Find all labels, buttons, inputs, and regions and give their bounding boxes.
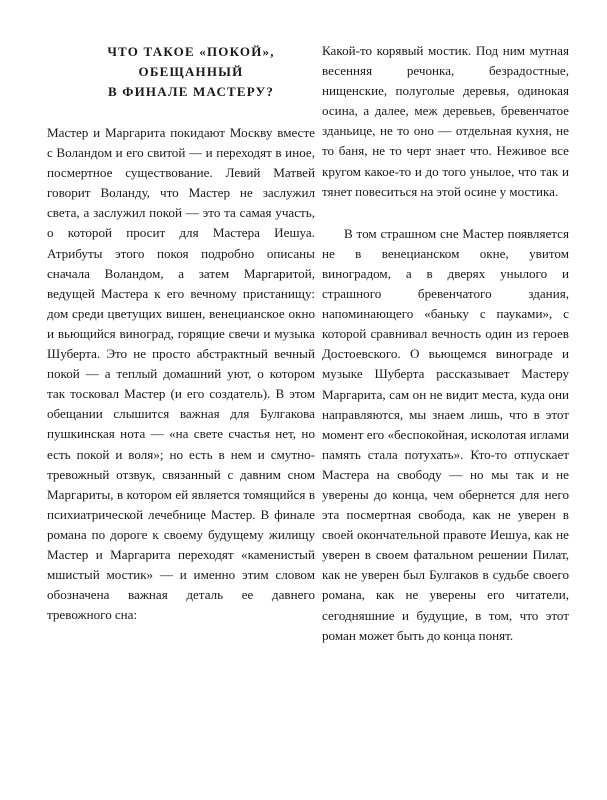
heading-line-1: ЧТО ТАКОЕ «ПОКОЙ», (107, 44, 275, 59)
section-heading (47, 42, 315, 102)
heading-line-3: В ФИНАЛЕ МАСТЕРУ? (107, 84, 275, 99)
heading-line-2: ОБЕЩАННЫЙ (138, 64, 244, 79)
right-column (322, 41, 569, 646)
left-column (47, 40, 315, 625)
quoted-paragraph: Какой-то корявый мостик. Под ним мутная весенняя речонка, безрадостные, нищенские, полуголые деревья, одинокая осина, а далее, меж деревьев, бревенчатое зданьице, не то оно — отдельная кухня, не то баня, не то черт знает что. Неживое все кругом какое-то и до того унылое, что так и тянет повеситься на этой осине у мостика. (322, 43, 569, 199)
body-paragraph: Мастер и Маргарита покидают Москву вместе с Воландом и его свитой — и переходят в иное, посмертное существование. Левий Матвей говорит Воланду, что Мастер не заслужил света, а заслужил покой — это та самая участь, о которой просит для Мастера Иешуа. Атрибуты этого покоя подробно описаны сначала Воландом, а затем Маргаритой, ведущей Мастера к его вечному пристанищу: дом среди цветущих вишен, венецианское окно и вьющийся виноград, горящие свечи и музыка Шуберта. Это не просто абстрактный вечный покой — а теплый домашний уют, о котором так тосковал Мастер (и его создатель). В этом обещании слышится важная для Булгакова пушкинская нота — «на свете счастья нет, но есть покой и воля»; но есть в нем и смутно-тревожный отзвук, связанный с давним сном Маргариты, в котором ей является томящийся в психиатрической лечебнице Мастер. В финале романа по дороге к своему будущему жилищу Мастер и Маргарита переходят «каменистый мшистый мостик» — и именно этим словом обозначена важная деталь ее давнего тревожного сна: (47, 125, 315, 623)
body-paragraph: В том страшном сне Мастер появляется не в венецианском окне, увитом виноградом, а в дверях унылого и страшного бревенчатого здания, напоминающего «баньку с пауками», с которой сравнивал вечность один из героев Достоевского. О вьющемся винограде и музыке Шуберта рассказывает Мастеру Маргарита, сам он не видит места, куда они направляются, мы знаем лишь, что в этот момент его «беспокойная, исколотая иглами память стала потухать». Кто-то отпускает Мастера на свободу — но мы так и не уверены до конца, чем обернется для него эта посмертная свобода, как не уверен в своей окончательной правоте Иешуа, как не уверен в своем фатальном решении Пилат, как не уверен был Булгаков в судьбе своего романа, как не уверены его читатели, сегодняшние и будущие, в том, что этот роман может быть до конца понят. (322, 225, 569, 643)
